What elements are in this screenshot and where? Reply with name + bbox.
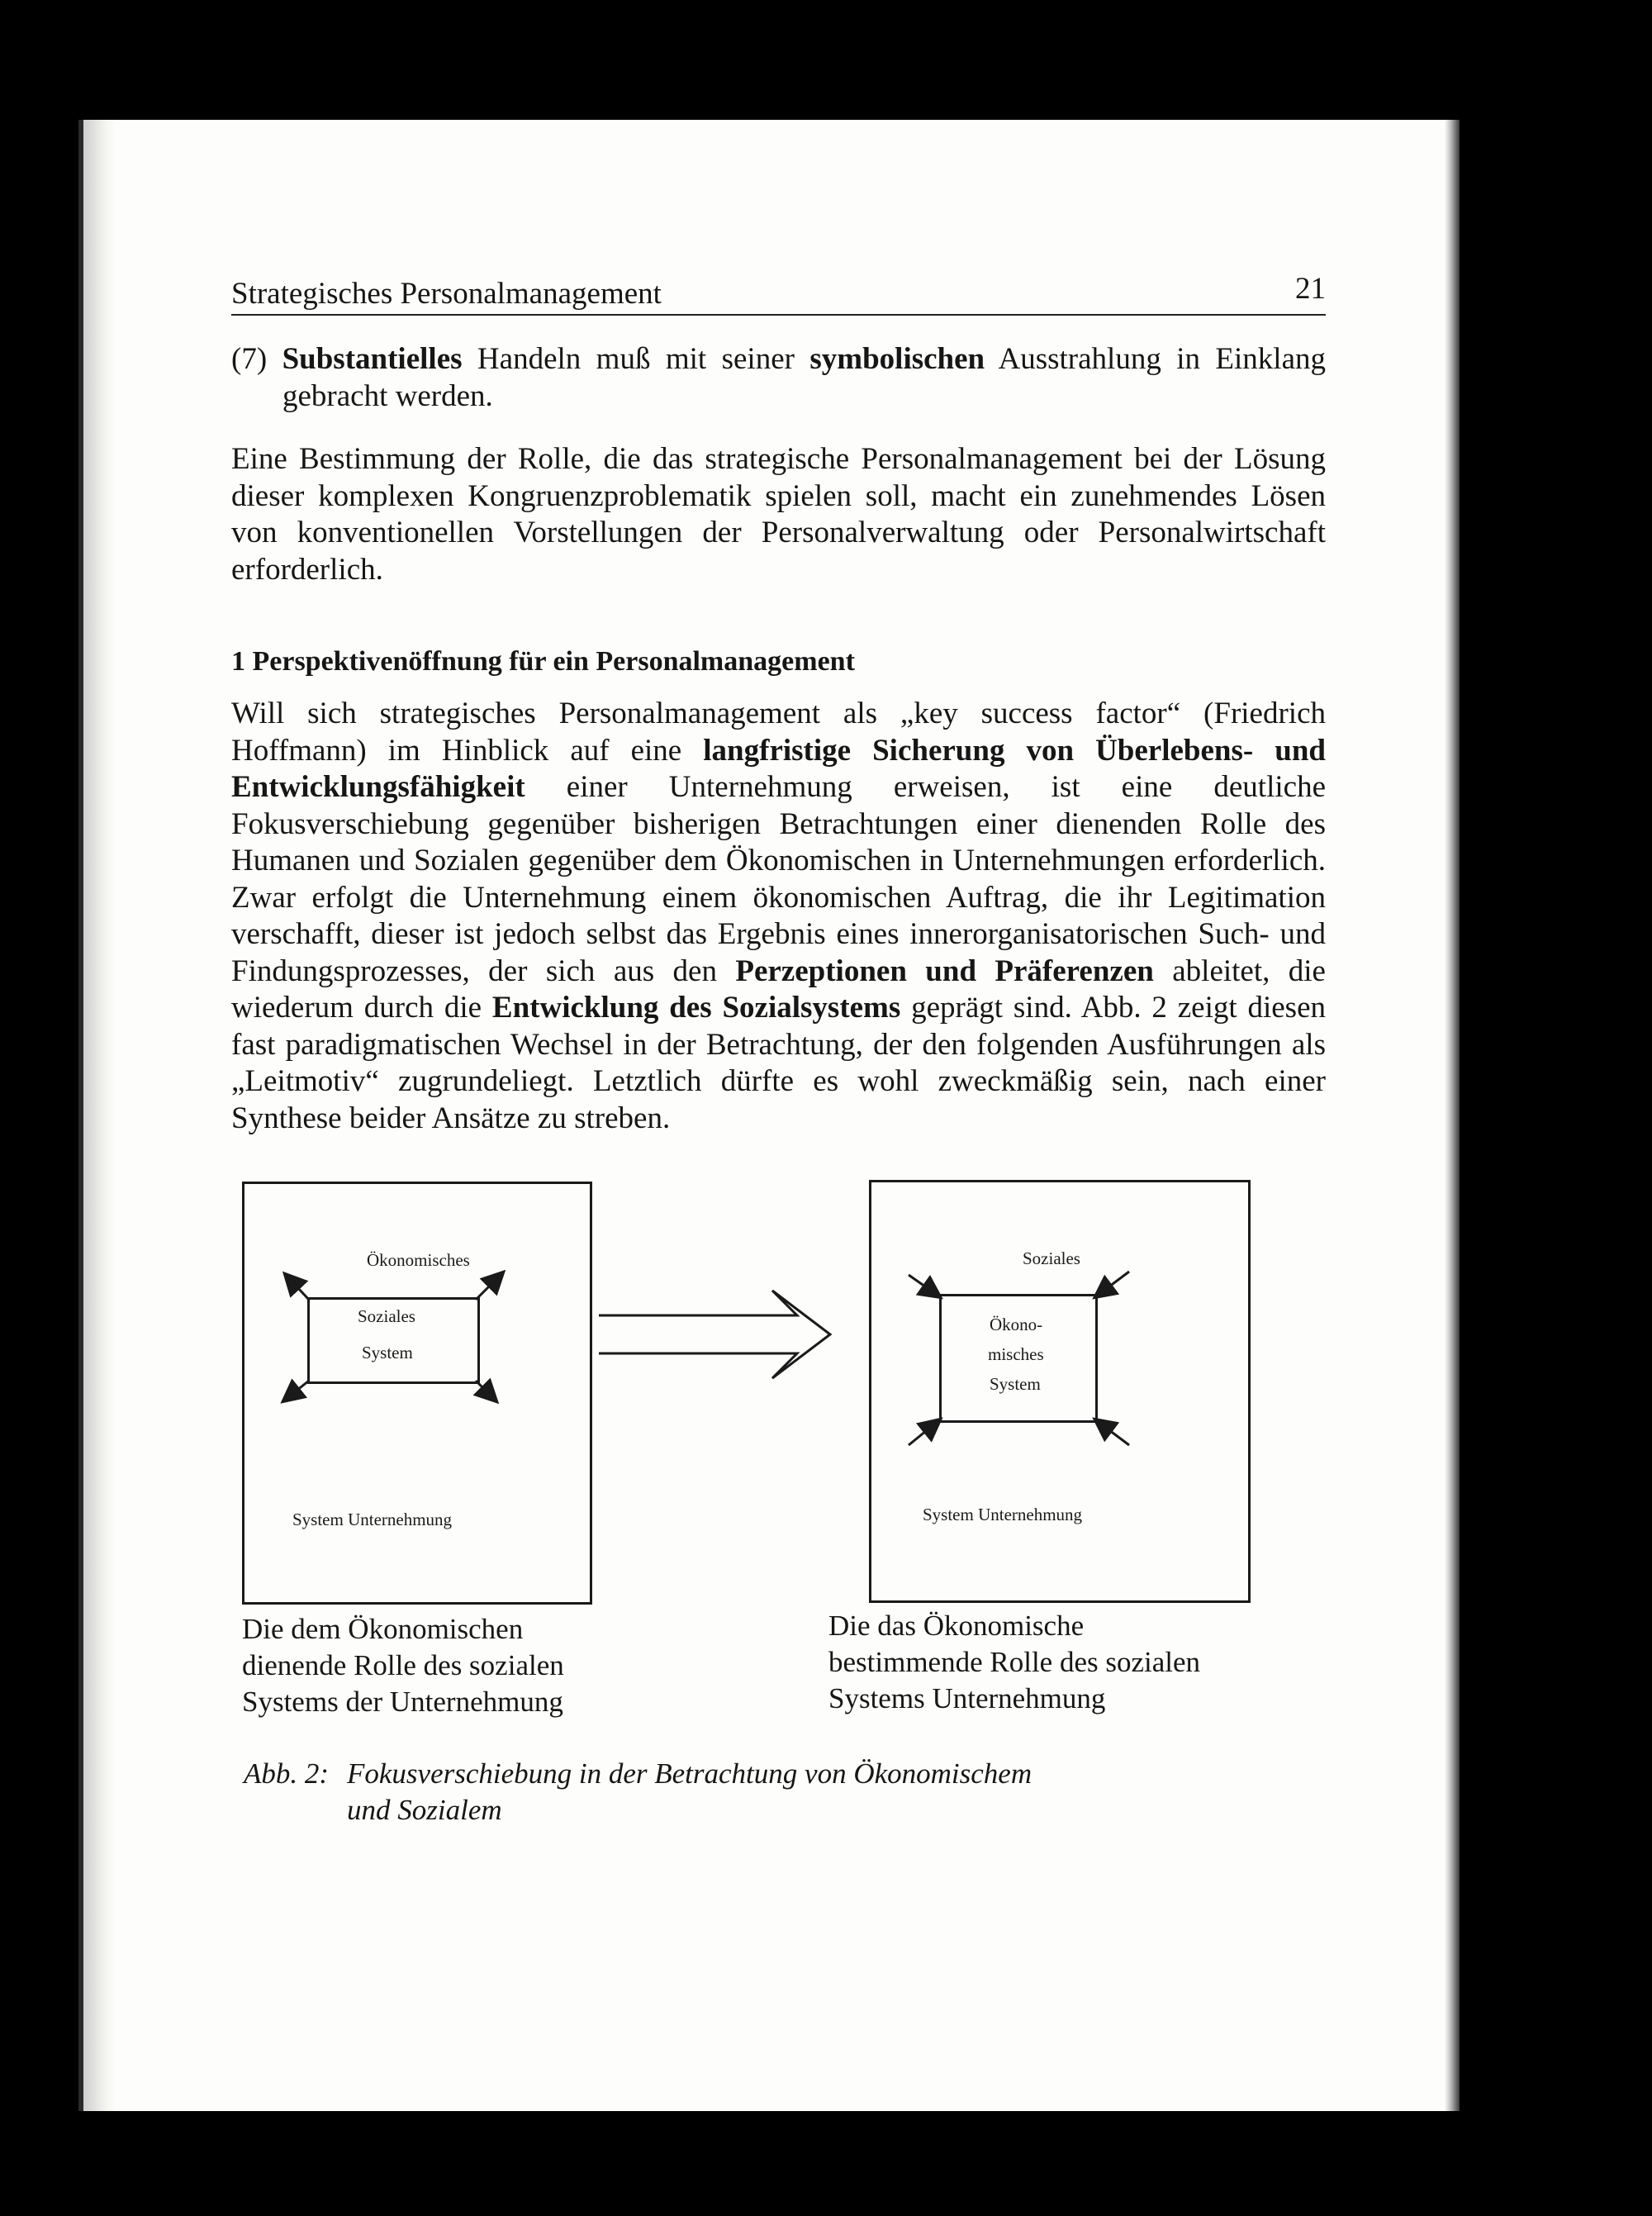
right-diagram-caption <box>828 1608 1200 1717</box>
right-bottom-label: System Unternehmung <box>923 1505 1083 1524</box>
right-inner-line1: Ökono- <box>990 1315 1043 1334</box>
paragraph-2 <box>231 696 1326 1137</box>
paragraph-1: Eine Bestimmung der Rolle, die das strategische Personalmanagement bei der Lösung dieser komplexen Kongruenzproblematik spielen soll, macht ein zunehmendes Lösen von konventionellen Vorstellungen der Personalverwaltung oder Personalwirtschaft erforderlich. <box>231 442 1326 587</box>
text-run: Will sich strategisches Personalmanagement als „key success factor“ (Friedrich Hoffmann) im Hinblick auf eine <box>231 697 1326 768</box>
left-outer-label: Ökonomisches <box>367 1250 470 1270</box>
figure-caption-text <box>347 1756 1173 1828</box>
text-run: geprägt sind. Abb. 2 zeigt diesen fast paradigmatischen Wechsel in der Betrachtung, der den folgenden Ausführungen als „Leitmotiv“ zugrundeliegt. Letztlich dürfte es wohl zweckmäßig sein, nach einer Synthese beider Ansätze zu streben. <box>231 991 1327 1135</box>
caption-line: Fokusverschiebung in der Betrachtung von Ökonomischem <box>347 1757 1032 1790</box>
left-bottom-label: System Unternehmung <box>292 1510 453 1529</box>
left-outward-arrows <box>244 1184 590 1602</box>
bold-term: Perzeptionen und Präferenzen <box>735 953 1154 988</box>
right-inward-arrows <box>871 1182 1248 1600</box>
section-heading: 1 Perspektivenöffnung für ein Personalmanagement <box>231 646 855 677</box>
bold-term: symbolischen <box>809 342 985 376</box>
figure-label: Abb. 2: <box>244 1757 330 1790</box>
transition-arrow <box>599 1289 838 1380</box>
left-inner-line2: System <box>362 1343 413 1362</box>
left-diagram-frame <box>242 1182 592 1605</box>
header-title: Strategisches Personalmanagement <box>231 277 662 311</box>
caption-line: Die dem Ökonomischen <box>242 1613 524 1645</box>
right-diagram-frame <box>869 1180 1251 1603</box>
caption-line: Systems der Unternehmung <box>242 1686 563 1718</box>
left-inner-line1: Soziales <box>358 1306 415 1326</box>
caption-line: Die das Ökonomische <box>828 1610 1085 1642</box>
list-item-7 <box>231 341 1326 415</box>
book-page <box>78 120 1460 2111</box>
text-run: ableitet, die wiederum durch die <box>231 953 1326 1025</box>
text-run: Handeln muß mit seiner <box>462 342 810 376</box>
list-item-number: (7) <box>231 342 268 376</box>
caption-line: Systems Unternehmung <box>828 1682 1106 1714</box>
text-run: einer Unternehmung erweisen, ist eine deutliche Fokusverschiebung gegenüber bisherigen Betrachtungen einer dienenden Rolle des Humanen und Sozialen gegenüber dem Ökonomischen in Unternehmungen erforderlich. Zwar erfolgt die Unternehmung einem ökonomischen Auftrag, die ihr Legitimation verschafft, dieser ist jedoch selbst das Ergebnis eines innerorganisatorischen Such- und Findungsprozesses, der sich aus den <box>231 770 1326 988</box>
figure-2 <box>78 1182 1460 1826</box>
bold-term: Entwicklung des Sozialsystems <box>491 991 901 1025</box>
bold-term: langfristige Sicherung von Überlebens- und Entwicklungsfähigkeit <box>231 733 1326 804</box>
left-diagram-caption <box>242 1611 564 1720</box>
caption-line: dienende Rolle des sozialen <box>242 1649 564 1681</box>
running-header <box>231 264 1326 316</box>
right-inner-line2: misches <box>988 1344 1044 1364</box>
right-inner-line3: System <box>990 1374 1041 1394</box>
figure-caption <box>244 1756 1032 1826</box>
caption-line: bestimmende Rolle des sozialen <box>828 1646 1201 1678</box>
right-outer-label: Soziales <box>1023 1248 1080 1268</box>
bold-term: Substantielles <box>282 342 463 376</box>
page-number: 21 <box>1295 272 1326 306</box>
body-text <box>231 341 1326 1137</box>
caption-line: und Sozialem <box>347 1794 502 1826</box>
text-run: Ausstrahlung in Einklang gebracht werden. <box>282 342 1327 413</box>
